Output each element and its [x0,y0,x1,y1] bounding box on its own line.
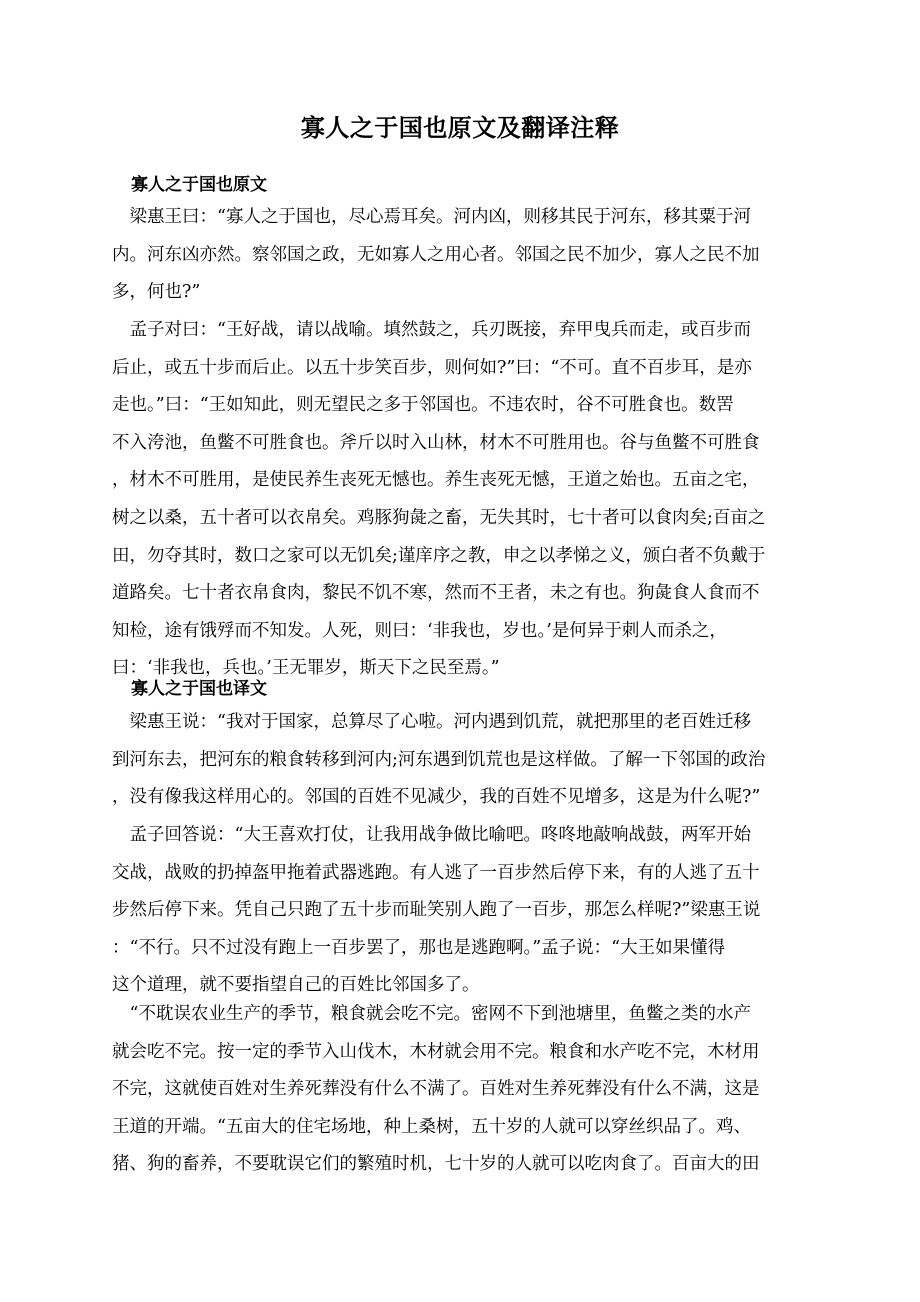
section-heading-translation: 寡人之于国也译文 [131,679,267,699]
text-line: 就会吃不完。按一定的季节入山伐木，木材就会用不完。粮食和水产吃不完，木材用 [112,1041,760,1062]
paragraph-translation-2 [112,817,808,1005]
section-heading-original: 寡人之于国也原文 [131,175,267,195]
text-line: 不入洿池，鱼鳖不可胜食也。斧斤以时入山林，材木不可胜用也。谷与鱼鳖不可胜食 [112,432,760,453]
text-line: 田，勿夺其时，数口之家可以无饥矣;谨庠序之教，申之以孝悌之义，颁白者不负戴于 [112,545,766,566]
text-line: 孟子回答说：“大王喜欢打仗，让我用战争做比喻吧。咚咚地敲响战鼓，两军开始 [112,825,751,845]
text-line: 不完，这就使百姓对生养死葬没有什么不满了。百姓对生养死葬没有什么不满，这是 [112,1079,760,1100]
text-line: 梁惠王说：“我对于国家，总算尽了心啦。河内遇到饥荒，就把那里的老百姓迁移 [112,712,751,732]
text-line: 知检，途有饿殍而不知发。人死，则曰：‘非我也，岁也。’是何异于刺人而杀之， [112,620,727,641]
text-line: ，材木不可胜用，是使民养生丧死无憾也。养生丧死无憾，王道之始也。五亩之宅， [112,470,760,491]
text-line: 多，何也?” [112,282,201,303]
text-line: 曰：‘非我也，兵也。’王无罪岁，斯天下之民至焉。” [112,658,500,679]
document-title: 寡人之于国也原文及翻译注释 [300,113,620,142]
text-line: 这个道理，就不要指望自己的百姓比邻国多了。 [112,975,480,996]
text-line: 后止，或五十步而后止。以五十步笑百步，则何如?”曰：“不可。直不百步耳，是亦 [112,357,752,378]
paragraph-translation-1 [112,704,808,817]
text-line: ，没有像我这样用心的。邻国的百姓不见减少，我的百姓不见增多，这是为什么呢?” [112,787,761,808]
text-line: 孟子对曰：“王好战，请以战喻。填然鼓之，兵刃既接，弃甲曳兵而走，或百步而 [112,320,751,340]
text-line: 走也。”曰：“王如知此，则无望民之多于邻国也。不违农时，谷不可胜食也。数罟 [112,395,734,416]
text-line: ：“不行。只不过没有跑上一百步罢了，那也是逃跑啊。”孟子说：“大王如果懂得 [112,937,726,958]
text-line: 王道的开端。“五亩大的住宅场地，种上桑树，五十岁的人就可以穿丝织品了。鸡、 [112,1116,751,1137]
text-line: 交战，战败的扔掉盔甲拖着武器逃跑。有人逃了一百步然后停下来，有的人逃了五十 [112,862,760,883]
text-line: “不耽误农业生产的季节，粮食就会吃不完。密网不下到池塘里，鱼鳖之类的水产 [112,1004,751,1024]
text-line: 树之以桑，五十者可以衣帛矣。鸡豚狗彘之畜，无失其时，七十者可以食肉矣;百亩之 [112,507,766,528]
text-line: 梁惠王曰：“寡人之于国也，尽心焉耳矣。河内凶，则移其民于河东，移其粟于河 [112,207,751,227]
paragraph-original-2 [112,312,808,688]
paragraph-original-1 [112,199,808,312]
paragraph-translation-3 [112,996,808,1184]
text-line: 道路矣。七十者衣帛食肉，黎民不饥不寒，然而不王者，未之有也。狗彘食人食而不 [112,583,760,604]
text-line: 步然后停下来。凭自己只跑了五十步而耻笑别人跑了一百步，那怎么样呢?”梁惠王说 [112,900,761,921]
text-line: 内。河东凶亦然。察邻国之政，无如寡人之用心者。邻国之民不加少，寡人之民不加 [112,244,760,265]
text-line: 猪、狗的畜养，不要耽误它们的繁殖时机，七十岁的人就可以吃肉食了。百亩大的田 [112,1154,760,1175]
text-line: 到河东去，把河东的粮食转移到河内;河东遇到饥荒也是这样做。了解一下邻国的政治 [112,749,766,770]
